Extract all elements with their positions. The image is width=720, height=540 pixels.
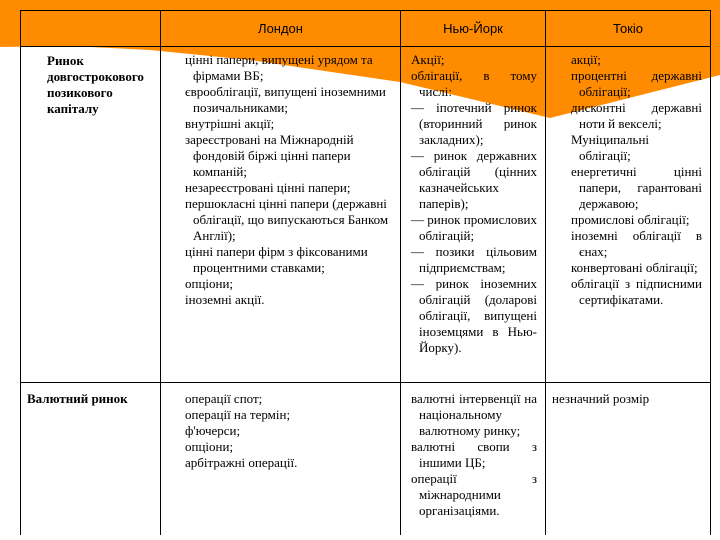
list-item: валютні свопи з іншими ЦБ; (411, 439, 537, 470)
list-item: операції з міжнародними організаціями. (411, 471, 537, 518)
list-item: промислові облігації; (571, 212, 690, 227)
header-new-york: Нью-Йорк (401, 11, 546, 47)
list-item: арбітражні операції. (185, 455, 298, 470)
list-item: опціони; (185, 439, 234, 454)
list-item: Муніципальні облігації; (571, 132, 650, 163)
table-row (21, 47, 711, 383)
london-cell (161, 47, 401, 383)
list-item: акції; (571, 52, 601, 67)
list-item: процентні державні облігації; (571, 68, 702, 99)
table-header-row (21, 11, 711, 47)
table-row (21, 383, 711, 535)
header-tokyo: Токіо (546, 11, 711, 47)
list-item: іноземні облігації в єнах; (571, 228, 702, 259)
new-york-cell (401, 383, 546, 535)
list-item: незначний розмір (552, 391, 650, 406)
list-item: зареєстровані на Міжнародній фондовій біржі цінні папери компаній; (185, 132, 354, 179)
list-item: Акції; (411, 52, 445, 67)
list-item: опціони; (185, 276, 234, 291)
market-comparison-table (20, 10, 711, 535)
row-label: Ринок довгострокового позикового капіталу (21, 47, 161, 383)
list-item: цінні папери, випущені урядом та фірмами ВБ; (185, 52, 373, 83)
new-york-cell (401, 47, 546, 383)
list-item: внутрішні акції; (185, 116, 275, 131)
list-item: — іпотечний ринок (вторинний ринок закладних); (411, 100, 537, 147)
list-item: операції на термін; (185, 407, 291, 422)
list-item: єврооблігації, випущені іноземними позичальниками; (185, 84, 386, 115)
list-item: конвертовані облігації; (571, 260, 698, 275)
row-label: Валютний ринок (21, 383, 161, 535)
list-item: облігації, в тому числі: (411, 68, 537, 99)
list-item: — ринок іноземних облігацій (доларові облігації, випущені іноземцями в Нью-Йорку). (411, 276, 537, 355)
header-empty (21, 11, 161, 47)
list-item: цінні папери фірм з фіксованими процентними ставками; (185, 244, 368, 275)
london-cell (161, 383, 401, 535)
list-item: облігації з підписними сертифікатами. (571, 276, 702, 307)
list-item: — ринок державних облігацій (цінних казначейських паперів); (411, 148, 537, 211)
list-item: ф'ючерси; (185, 423, 241, 438)
list-item: першокласні цінні папери (державні облігації, що випускаються Банком Англії); (185, 196, 389, 243)
list-item: іноземні акції. (185, 292, 265, 307)
list-item: — ринок промислових облігацій; (411, 212, 537, 243)
list-item: — позики цільовим підприємствам; (411, 244, 537, 275)
list-item: незареєстровані цінні папери; (185, 180, 351, 195)
list-item: енергетичні цінні папери, гарантовані державою; (571, 164, 702, 211)
tokyo-cell (546, 47, 711, 383)
list-item: валютні інтервенції на національному валютному ринку; (411, 391, 537, 438)
list-item: дисконтні державні ноти й векселі; (571, 100, 702, 131)
header-london: Лондон (161, 11, 401, 47)
list-item: операції спот; (185, 391, 263, 406)
tokyo-cell (546, 383, 711, 535)
